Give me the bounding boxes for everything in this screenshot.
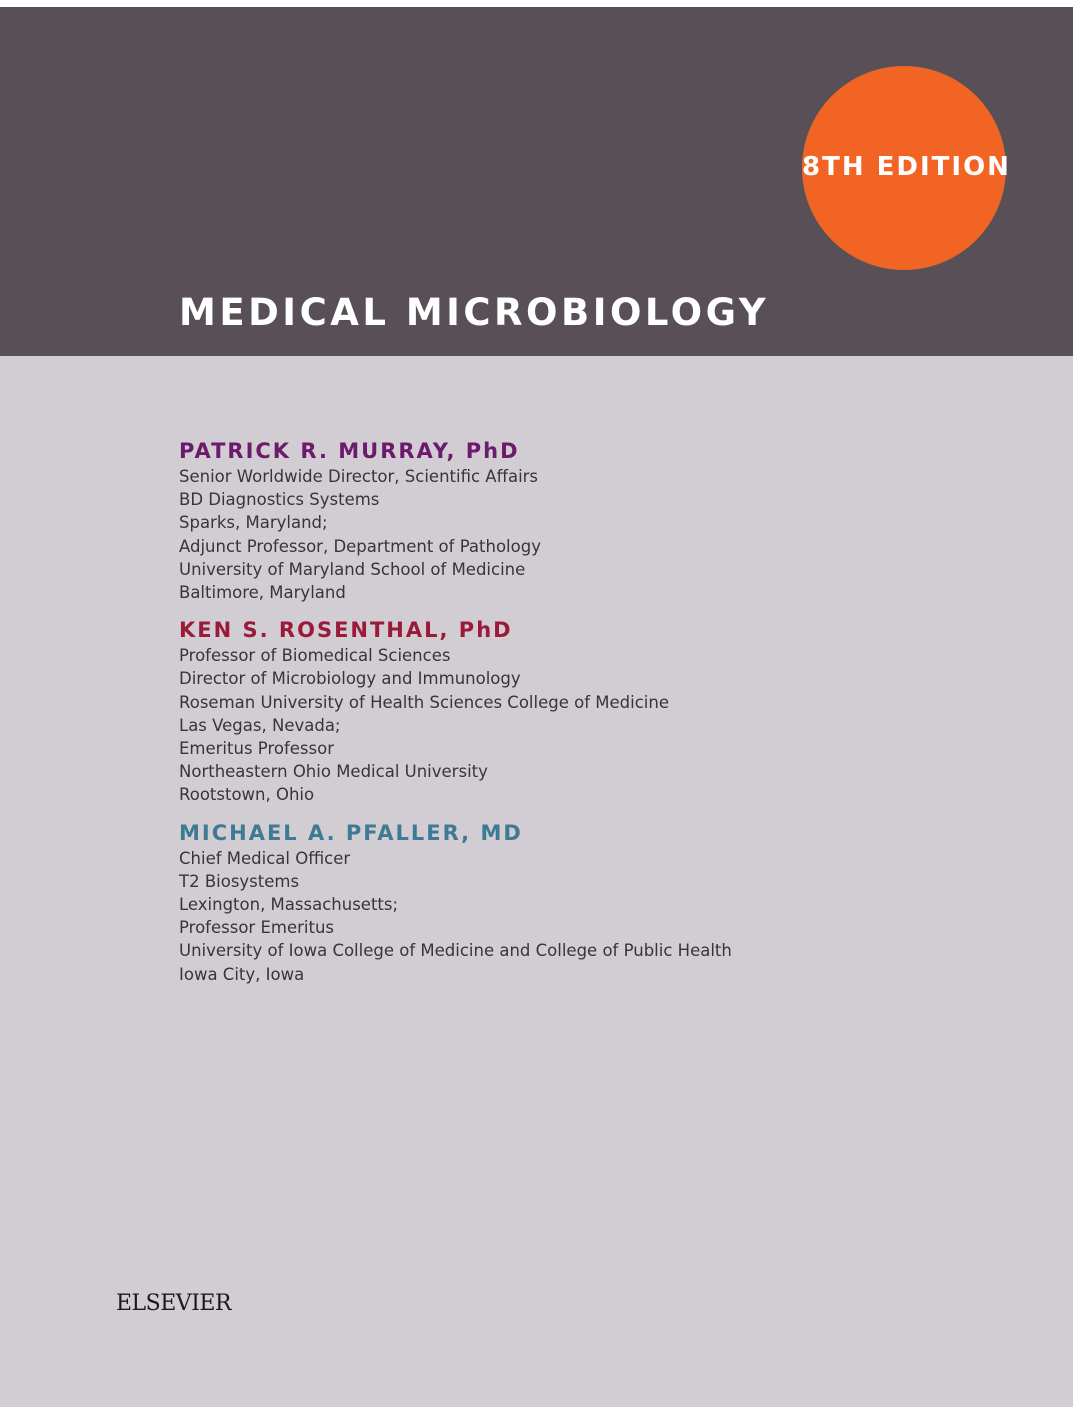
affiliation-line: Professor of Biomedical Sciences [179, 646, 451, 666]
affiliation-line: Northeastern Ohio Medical University [179, 762, 488, 782]
affiliation-line: University of Iowa College of Medicine and College of Public Health [179, 941, 732, 961]
affiliation-line: Senior Worldwide Director, Scientific Affairs [179, 467, 539, 486]
book-title: MEDICAL MICROBIOLOGY [179, 291, 769, 334]
affiliation-line: Sparks, Maryland; [179, 513, 328, 533]
title-page [0, 7, 1073, 1407]
affiliation-line: Emeritus Professor [179, 739, 334, 759]
edition-badge [802, 66, 1011, 270]
affiliation-line: Baltimore, Maryland [179, 583, 346, 603]
author-name: MICHAEL A. PFALLER, MD [179, 820, 523, 845]
author-list [179, 437, 979, 998]
affiliation-line: Professor Emeritus [179, 918, 334, 938]
author-name: PATRICK R. MURRAY, PhD [179, 439, 520, 463]
author-name: KEN S. ROSENTHAL, PhD [179, 618, 513, 643]
author-block-pfaller [179, 819, 979, 986]
affiliation-line: Director of Microbiology and Immunology [179, 669, 521, 689]
affiliation-line: Roseman University of Health Sciences College of Medicine [179, 692, 669, 712]
affiliation-line: T2 Biosystems [179, 871, 300, 891]
affiliation-line: Iowa City, Iowa [179, 964, 305, 984]
header-band [0, 7, 1073, 356]
affiliation-line: University of Maryland School of Medicine [179, 559, 526, 579]
affiliation-line: Las Vegas, Nevada; [179, 715, 341, 735]
author-block-rosenthal [179, 616, 979, 806]
affiliation-line: Rootstown, Ohio [179, 785, 315, 805]
publisher-logo: ELSEVIER [116, 1291, 232, 1316]
affiliation-line: Adjunct Professor, Department of Pathology [179, 536, 541, 556]
edition-label: 8TH EDITION [802, 152, 1011, 182]
affiliation-line: BD Diagnostics Systems [179, 490, 380, 510]
affiliation-line: Chief Medical Officer [179, 848, 351, 868]
affiliation-line: Lexington, Massachusetts; [179, 895, 399, 915]
author-block-murray [179, 437, 979, 604]
